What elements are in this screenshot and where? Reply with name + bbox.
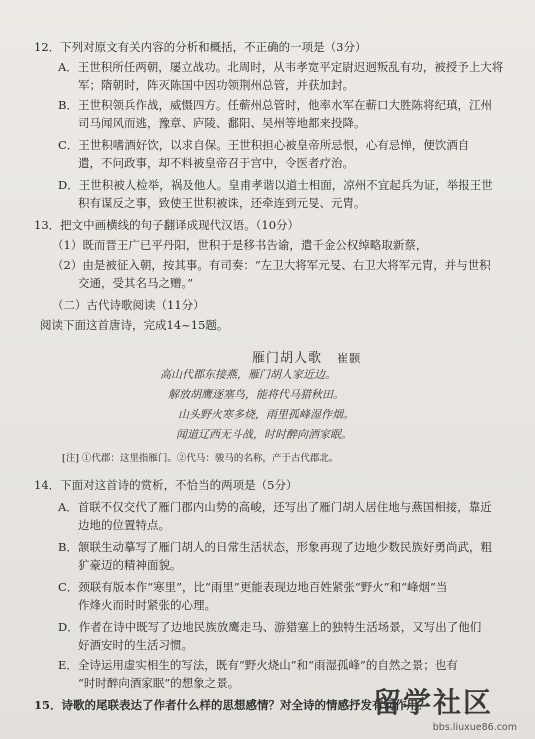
q12-option-d-line1: D．王世积被人检举，祸及他人。皇甫孝谐以道士相面，凉州不宜起兵为证，举报王世 bbox=[58, 178, 493, 192]
poem-line-2: 解放胡鹰逐塞鸟，能将代马猎秋田。 bbox=[168, 388, 344, 401]
q12-option-c-line2: 遣，不问政事，却不料被皇帝召于宫中，令医者疗治。 bbox=[78, 156, 354, 170]
poem-title: 雁门胡人歌 bbox=[252, 351, 323, 366]
q14-option-a-line1: A．首联不仅交代了雁门郡内山势的高峻，还写出了雁门胡人居住地与燕国相接，靠近 bbox=[58, 500, 492, 514]
q14-option-c-line2: 作烽火而时时紧张的心理。 bbox=[78, 598, 216, 612]
q14-option-c-line1: C．颈联有版本作“寒里”，比“雨里”更能表现边地百姓紧张“野火”和“峰烟”当 bbox=[58, 580, 448, 594]
poem-line-1: 高山代郡东接燕，雁门胡人家近边。 bbox=[160, 368, 336, 381]
q14-option-e-line1: E．全诗运用虚实相生的写法，既有“野火烧山”和“雨湿孤峰”的自然之景；也有 bbox=[58, 658, 458, 672]
q14-option-b-line2: 犷豪迈的精神面貌。 bbox=[78, 558, 182, 572]
q13-sentence-2-line1: （2）由是被征入朝，按其事。有司奏：“左卫大将军元旻、右卫大将军元胄，并与世积 bbox=[52, 258, 491, 272]
poem-author: 崔颢 bbox=[337, 352, 362, 365]
q13-sentence-1: （1）既而晋王广已平丹阳，世积于是移书告谕，遣千金公权绰略取新蔡， bbox=[52, 238, 428, 252]
q12-option-b-line1: B．王世积领兵作战，威慑四方。任蕲州总管时，他率水军在蕲口大胜陈将纪瑱，江州 bbox=[58, 98, 492, 112]
q12-option-a-line2: 军；隋朝时，阵灭陈国中因功领荆州总管，并获加封。 bbox=[78, 78, 354, 92]
q14-option-e-line2: “时时醉向酒家眠”的想象之景。 bbox=[78, 676, 240, 690]
q12-option-d-line2: 积有谋反之事，致使王世积被诛，还牵连到元旻、元胄。 bbox=[78, 196, 366, 210]
watermark-logo-text: 留学社区 bbox=[372, 686, 493, 719]
q14-option-a-line2: 边地的位置特点。 bbox=[78, 518, 170, 532]
poem-title-block bbox=[252, 347, 361, 366]
section-heading: （二）古代诗歌阅读（11分） bbox=[52, 298, 205, 312]
q12-option-a-line1: A．王世积所任两朝，屡立战功。北周时，从韦孝宽平定尉迟迥叛乱有功，被授予上大将 bbox=[58, 60, 504, 74]
poem-line-3: 山头野火寒多烧，雨里孤峰湿作烟。 bbox=[178, 408, 354, 421]
q12-option-c-line1: C．王世积嗜酒好饮，以求自保。王世积担心被皇帝所忌恨，心有忌惮，便饮酒自 bbox=[58, 138, 470, 152]
q14-stem: 14．下面对这首诗的赏析，不恰当的两项是（5分） bbox=[34, 478, 298, 492]
watermark-logo bbox=[343, 683, 523, 719]
q15-stem: 15．诗歌的尾联表达了作者什么样的思想感情？对全诗的情感抒发有何作用？ bbox=[34, 698, 430, 712]
q14-option-d-line2: 好酒安时的生活习惯。 bbox=[78, 638, 193, 652]
q12-option-b-line2: 司马闻风而逃，豫章、庐陵、鄱阳、吴州等地都来投降。 bbox=[78, 116, 366, 130]
watermark-url: bbs.liuxue86.com bbox=[432, 722, 517, 733]
q12-stem: 12．下列对原文有关内容的分析和概括，不正确的一项是（3分） bbox=[34, 40, 367, 54]
q14-option-d-line1: D．作者在诗中既写了边地民族放鹰走马、游猎塞上的独特生活场景，又写出了他们 bbox=[58, 620, 482, 634]
poem-line-4: 闻道辽西无斗战，时时醉向酒家眠。 bbox=[176, 428, 352, 441]
section-instruction: 阅读下面这首唐诗，完成14~15题。 bbox=[40, 318, 229, 332]
q13-stem: 13．把文中画横线的句子翻译成现代汉语。（10分） bbox=[34, 218, 300, 232]
q13-sentence-2-line2: 交通，受其名马之赠。” bbox=[78, 276, 194, 290]
poem-note: [注] ①代郡：这里指雁门。②代马：骏马的名称，产于古代郡北。 bbox=[62, 453, 339, 464]
q14-option-b-line1: B．颔联生动摹写了雁门胡人的日常生活状态，形象再现了边地少数民族好勇尚武，粗 bbox=[58, 540, 492, 554]
